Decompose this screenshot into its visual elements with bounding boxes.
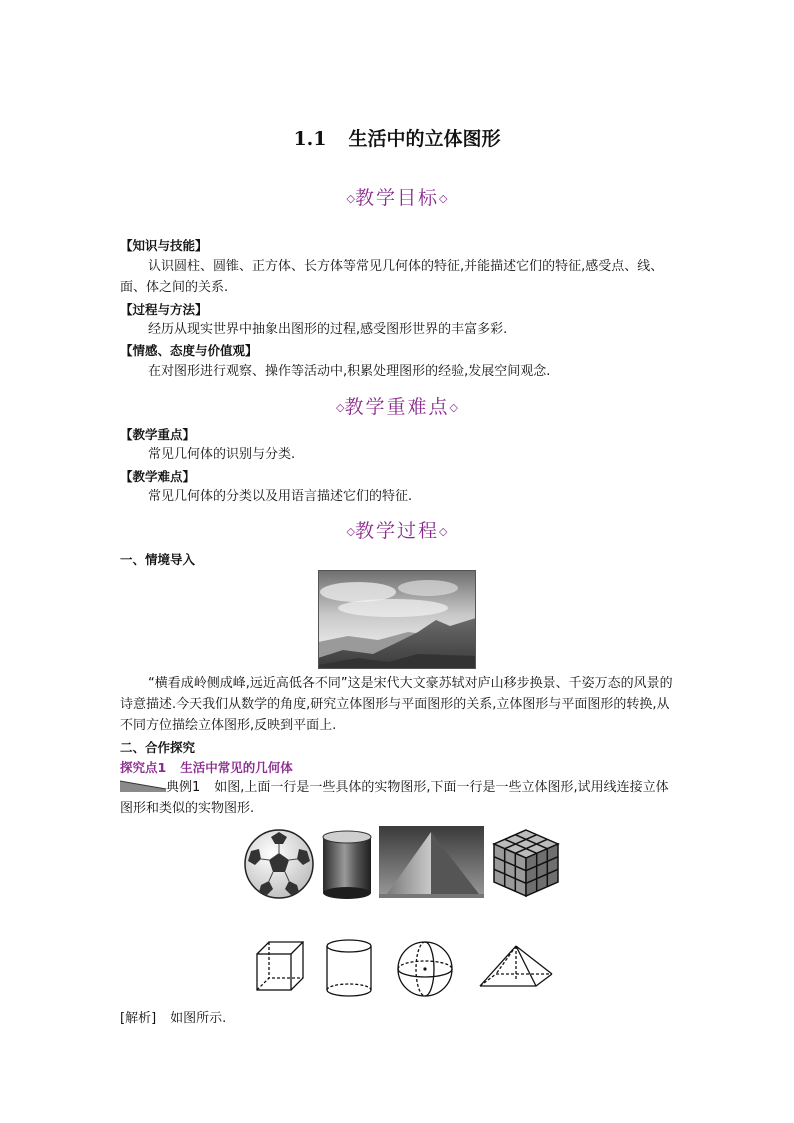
section-label: 教学目标 [354, 187, 439, 209]
cylinder-can-image [321, 829, 373, 905]
section-heading-process [0, 516, 794, 543]
section-label: 教学重难点 [344, 396, 450, 418]
explore-point-heading [120, 758, 293, 776]
label-emotion: 【情感、态度与价值观】 [120, 343, 258, 358]
label-part2: 二、合作探究 [120, 740, 196, 755]
label-part1: 一、情境导入 [120, 552, 196, 567]
cube-wireframe [254, 938, 304, 998]
example-flag-icon [120, 779, 166, 793]
diamond-icon: ◇ [449, 401, 458, 414]
label-focus: 【教学重点】 [120, 427, 196, 442]
intro-text: “横看成岭侧成峰,远近高低各不同”这是宋代大文豪苏轼对庐山移步换景、千姿万态的风景的诗意描述.今天我们从数学的角度,研究立体图形与平面图形的关系,立体图形与平面图形的转换,从不同方位描绘立体图形,反映到平面上. [120, 676, 673, 733]
example-text: 如图,上面一行是一些具体的实物图形,下面一行是一些立体图形,试用线连接立体图形和类似的实物图形. [120, 780, 669, 816]
analysis-text: 如图所示. [170, 1011, 227, 1026]
diamond-icon: ◇ [346, 525, 355, 538]
sphere-wireframe [396, 940, 454, 1002]
label-knowledge: 【知识与技能】 [120, 238, 208, 253]
section-label: 教学过程 [354, 520, 439, 542]
rubiks-cube-image [490, 826, 562, 902]
title-text: 生活中的立体图形 [348, 128, 501, 150]
cylinder-wireframe [324, 938, 374, 1004]
diamond-icon: ◇ [336, 401, 345, 414]
mountain-landscape-photo [318, 570, 476, 669]
text-knowledge: 认识圆柱、圆锥、正方体、长方体等常见几何体的特征,并能描述它们的特征,感受点、线、面、体之间的关系. [120, 259, 664, 295]
explore-tag: 探究点1 [120, 760, 167, 775]
diamond-icon: ◇ [439, 192, 448, 205]
text-process: 经历从现实世界中抽象出图形的过程,感受图形世界的丰富多彩. [148, 322, 508, 337]
diamond-icon: ◇ [346, 192, 355, 205]
section-heading-objectives [0, 183, 794, 210]
analysis-line [120, 1007, 226, 1026]
text-emotion: 在对图形进行观察、操作等活动中,积累处理图形的经验,发展空间观念. [148, 364, 551, 379]
pyramid-photo-image [379, 826, 484, 902]
text-difficulty: 常见几何体的分类以及用语言描述它们的特征. [148, 489, 413, 504]
pyramid-wireframe [478, 944, 554, 994]
label-difficulty: 【教学难点】 [120, 469, 196, 484]
label-process: 【过程与方法】 [120, 302, 208, 317]
page-title [0, 124, 794, 151]
explore-title: 生活中常见的几何体 [180, 760, 293, 775]
soccer-ball-image [243, 829, 315, 903]
text-focus: 常见几何体的识别与分类. [148, 447, 296, 462]
analysis-tag: [解析] [120, 1011, 157, 1026]
example-badge [120, 777, 166, 798]
title-number: 1.1 [293, 128, 327, 150]
section-heading-key [0, 392, 794, 419]
diamond-icon: ◇ [439, 525, 448, 538]
example-paragraph [120, 777, 676, 819]
example-tag: 典例1 [166, 780, 201, 795]
